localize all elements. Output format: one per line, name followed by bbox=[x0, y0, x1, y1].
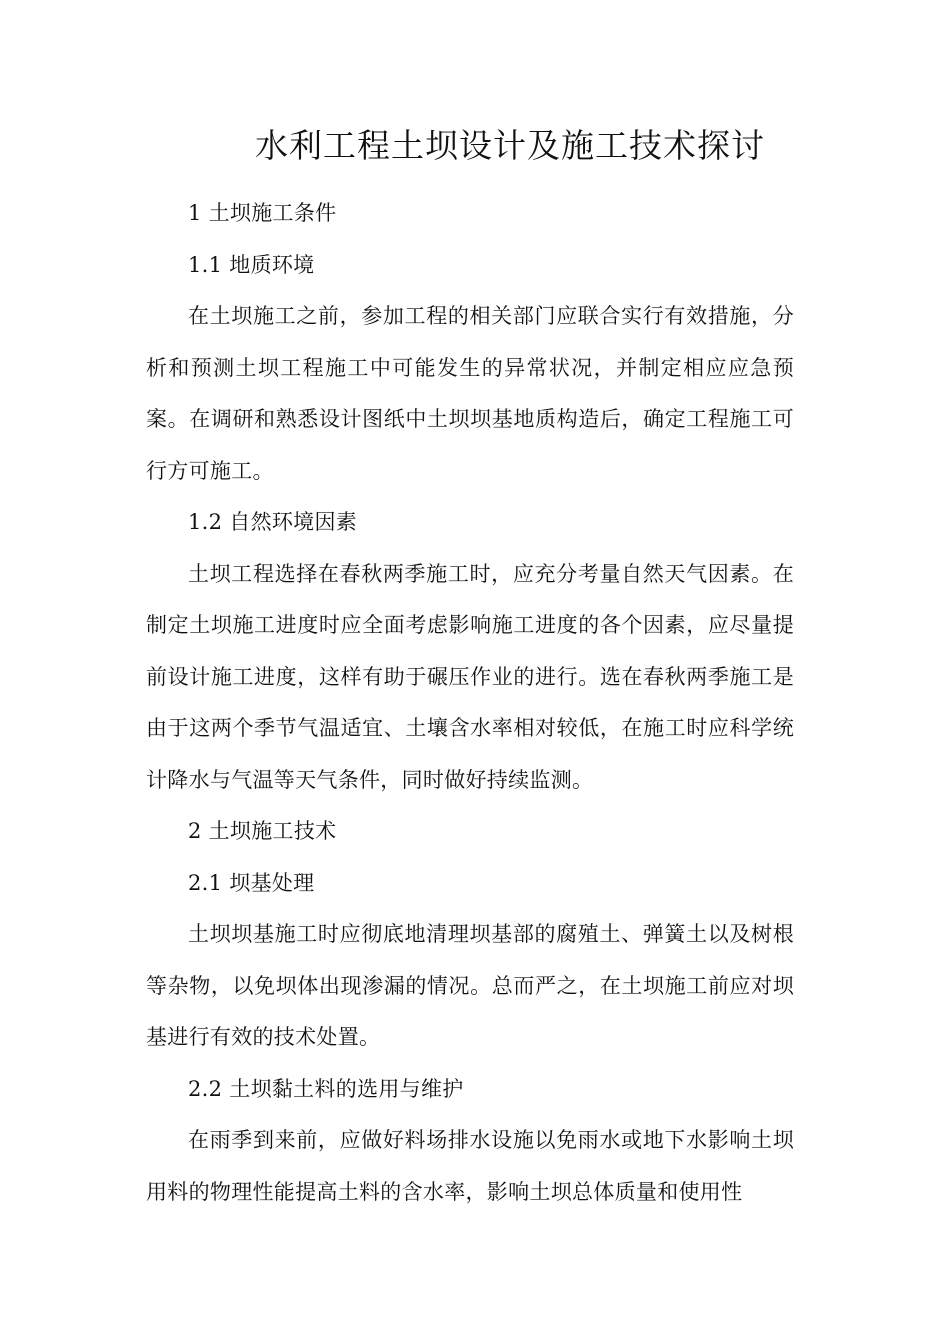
body-paragraph: 在雨季到来前，应做好料场排水设施以免雨水或地下水影响土坝用料的物理性能提高土料的含水率，影响土坝总体质量和使用性 bbox=[146, 1128, 794, 1204]
body-paragraph: 土坝工程选择在春秋两季施工时，应充分考量自然天气因素。在制定土坝施工进度时应全面考虑影响施工进度的各个因素，应尽量提前设计施工进度，这样有助于碾压作业的进行。选在春秋两季施工是由于这两个季节气温适宜、土壤含水率相对较低，在施工时应科学统计降水与气温等天气条件，同时做好持续监测。 bbox=[146, 561, 794, 792]
subsection-heading: 2.2 土坝黏土料的选用与维护 bbox=[188, 1076, 464, 1101]
section-heading: 1 土坝施工条件 bbox=[188, 201, 337, 225]
subsection-heading: 1.1 地质环境 bbox=[188, 252, 315, 277]
document-title: 水利工程土坝设计及施工技术探讨 bbox=[255, 126, 765, 165]
subsection-heading: 2.1 坝基处理 bbox=[188, 870, 315, 895]
body-paragraph: 土坝坝基施工时应彻底地清理坝基部的腐殖土、弹簧土以及树根等杂物，以免坝体出现渗漏的情况。总而严之，在土坝施工前应对坝基进行有效的技术处置。 bbox=[146, 922, 794, 1049]
subsection-heading: 1.2 自然环境因素 bbox=[188, 510, 358, 534]
document-body bbox=[146, 188, 794, 1218]
section-heading: 2 土坝施工技术 bbox=[188, 819, 337, 843]
body-paragraph: 在土坝施工之前，参加工程的相关部门应联合实行有效措施，分析和预测土坝工程施工中可能发生的异常状况，并制定相应应急预案。在调研和熟悉设计图纸中土坝坝基地质构造后，确定工程施工可行方可施工。 bbox=[146, 304, 794, 483]
